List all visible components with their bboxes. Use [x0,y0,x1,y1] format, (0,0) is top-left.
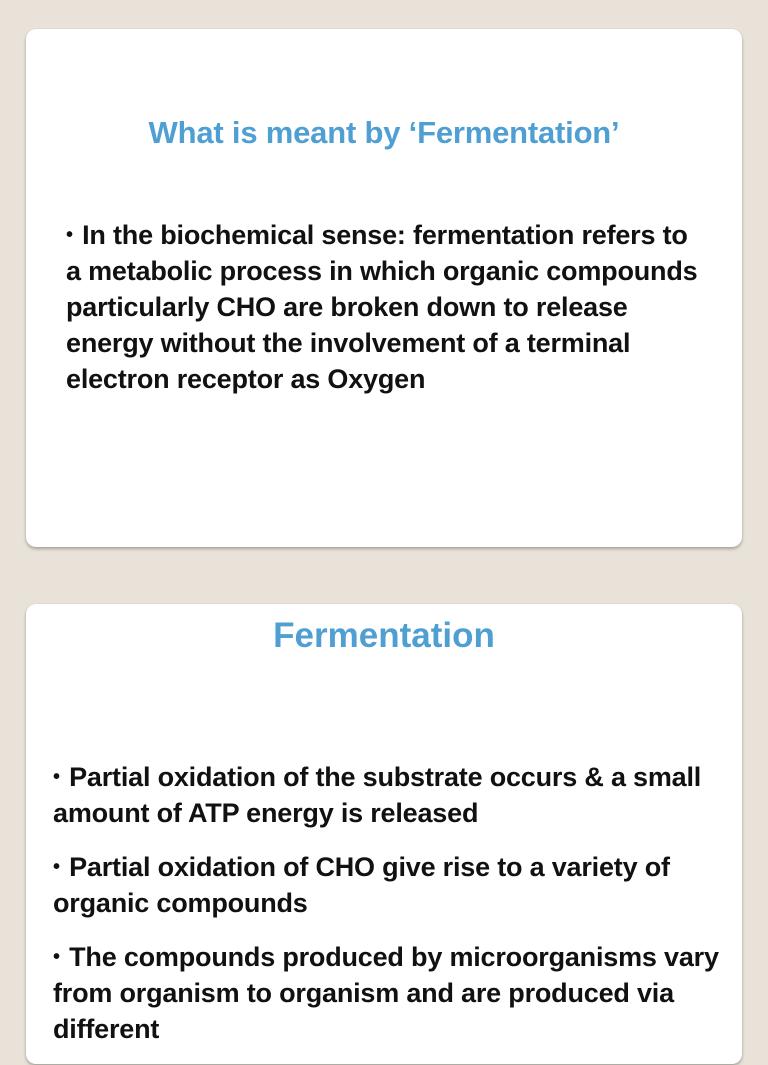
slide-1-bullet-1 [66,217,706,397]
list-item [53,759,723,831]
bullet-dot: • [66,224,73,246]
bullet-dot: • [53,856,60,878]
slide-2 [26,604,742,1064]
bullet-text: The compounds produced by microorganisms vary from organism to organism and are produced via different [53,942,719,1044]
bullet-text: Partial oxidation of the substrate occurs & a small amount of ATP energy is released [53,762,702,828]
bullet-dot: • [53,946,60,968]
bullet-text: In the biochemical sense: fermentation refers to a metabolic process in which organic compounds particularly CHO are broken down to release energy without the involvement of a terminal electron receptor as Oxygen [66,220,698,394]
slide-2-bullet-list [53,759,723,1065]
bullet-text: Partial oxidation of CHO give rise to a variety of organic compounds [53,852,670,918]
bullet-dot: • [53,766,60,788]
list-item [53,939,723,1047]
slide-2-title: Fermentation [273,616,495,655]
slide-1-title: What is meant by ‘Fermentation’ [148,115,620,150]
list-item [53,849,723,921]
slide-1 [26,29,742,547]
